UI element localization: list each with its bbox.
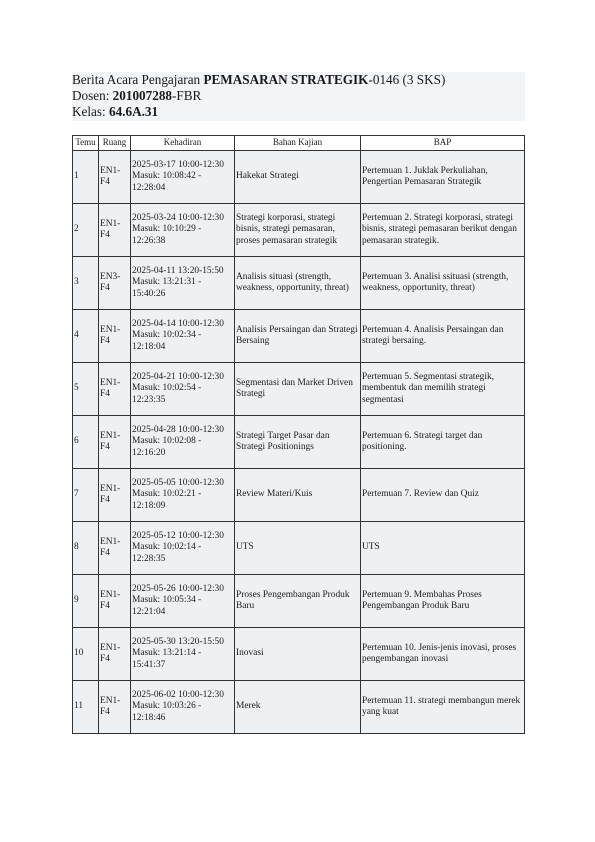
lecturer-label: Dosen: <box>72 88 113 103</box>
class-value: 64.6A.31 <box>109 104 159 119</box>
table-row <box>73 469 525 522</box>
cell-kehadiran <box>131 628 235 681</box>
table-row <box>73 416 525 469</box>
course-code: -0146 (3 SKS) <box>368 72 446 87</box>
cell-ruang: EN1-F4 <box>99 416 131 469</box>
cell-temu: 4 <box>73 310 99 363</box>
checkin-time: Masuk: 13:21:31 - 15:40:26 <box>132 277 202 299</box>
cell-bahan-kajian: Inovasi <box>235 628 361 681</box>
cell-temu: 8 <box>73 522 99 575</box>
cell-ruang: EN1-F4 <box>99 469 131 522</box>
course-name: PEMASARAN STRATEGIK <box>203 72 369 87</box>
cell-bap: Pertemuan 9. Membahas Proses Pengembangan Produk Baru <box>361 575 525 628</box>
schedule-time: 2025-04-14 10:00-12:30 <box>132 319 224 330</box>
cell-temu: 11 <box>73 681 99 734</box>
cell-bap: Pertemuan 1. Juklak Perkuliahan, Pengertian Pemasaran Strategik <box>361 151 525 204</box>
schedule-time: 2025-04-11 13:20-15:50 <box>132 266 224 277</box>
checkin-time: Masuk: 10:02:08 - 12:16:20 <box>132 436 202 458</box>
table-row <box>73 310 525 363</box>
schedule-time: 2025-05-05 10:00-12:30 <box>132 478 224 489</box>
cell-bap: Pertemuan 6. Strategi target dan positioning. <box>361 416 525 469</box>
cell-bahan-kajian: UTS <box>235 522 361 575</box>
header-ruang: Ruang <box>99 136 131 151</box>
cell-ruang: EN1-F4 <box>99 363 131 416</box>
cell-ruang: EN1-F4 <box>99 522 131 575</box>
cell-bahan-kajian: Strategi Target Pasar dan Strategi Positionings <box>235 416 361 469</box>
schedule-time: 2025-05-26 10:00-12:30 <box>132 584 224 595</box>
cell-temu: 5 <box>73 363 99 416</box>
checkin-time: Masuk: 10:02:21 - 12:18:09 <box>132 489 202 511</box>
cell-temu: 1 <box>73 151 99 204</box>
lecturer-line <box>72 88 525 104</box>
cell-kehadiran <box>131 151 235 204</box>
cell-temu: 7 <box>73 469 99 522</box>
checkin-time: Masuk: 10:03:26 - 12:18:46 <box>132 701 202 723</box>
schedule-time: 2025-04-21 10:00-12:30 <box>132 372 224 383</box>
cell-kehadiran <box>131 204 235 257</box>
cell-bap: Pertemuan 7. Review dan Quiz <box>361 469 525 522</box>
table-row <box>73 151 525 204</box>
cell-temu: 10 <box>73 628 99 681</box>
cell-bahan-kajian: Hakekat Strategi <box>235 151 361 204</box>
cell-bap: Pertemuan 11. strategi membangun merek yang kuat <box>361 681 525 734</box>
schedule-time: 2025-05-12 10:00-12:30 <box>132 531 224 542</box>
cell-temu: 9 <box>73 575 99 628</box>
header-bap: BAP <box>361 136 525 151</box>
cell-kehadiran <box>131 575 235 628</box>
checkin-time: Masuk: 10:08:42 - 12:28:04 <box>132 171 202 193</box>
cell-ruang: EN1-F4 <box>99 628 131 681</box>
table-row <box>73 257 525 310</box>
cell-kehadiran <box>131 310 235 363</box>
cell-bap: Pertemuan 2. Strategi korporasi, strategi bisnis, strategi pemasaran berikut dengan pemasaran strategik. <box>361 204 525 257</box>
checkin-time: Masuk: 10:02:14 - 12:28:35 <box>132 542 202 564</box>
table-row <box>73 204 525 257</box>
table-row <box>73 522 525 575</box>
cell-kehadiran <box>131 416 235 469</box>
schedule-time: 2025-04-28 10:00-12:30 <box>132 425 224 436</box>
cell-kehadiran <box>131 257 235 310</box>
class-label: Kelas: <box>72 104 109 119</box>
cell-temu: 3 <box>73 257 99 310</box>
table-row <box>73 363 525 416</box>
schedule-time: 2025-03-17 10:00-12:30 <box>132 160 224 171</box>
attendance-table <box>72 135 525 734</box>
cell-ruang: EN1-F4 <box>99 151 131 204</box>
checkin-time: Masuk: 10:10:29 - 12:26:38 <box>132 224 202 246</box>
header-temu: Temu <box>73 136 99 151</box>
table-row <box>73 575 525 628</box>
class-line <box>72 104 525 120</box>
cell-temu: 2 <box>73 204 99 257</box>
cell-bap: Pertemuan 10. Jenis-jenis inovasi, proses pengembangan inovasi <box>361 628 525 681</box>
cell-kehadiran <box>131 522 235 575</box>
checkin-time: Masuk: 10:05:34 - 12:21:04 <box>132 595 202 617</box>
schedule-time: 2025-06-02 10:00-12:30 <box>132 690 224 701</box>
cell-bahan-kajian: Merek <box>235 681 361 734</box>
cell-ruang: EN1-F4 <box>99 310 131 363</box>
cell-ruang: EN1-F4 <box>99 681 131 734</box>
lecturer-id: 201007288 <box>112 88 173 103</box>
header-kehadiran: Kehadiran <box>131 136 235 151</box>
table-header-row <box>73 136 525 151</box>
cell-kehadiran <box>131 681 235 734</box>
document-header <box>72 72 525 121</box>
lecturer-code: -FBR <box>172 88 202 103</box>
cell-bahan-kajian: Review Materi/Kuis <box>235 469 361 522</box>
cell-ruang: EN1-F4 <box>99 575 131 628</box>
cell-bahan-kajian: Segmentasi dan Market Driven Strategi <box>235 363 361 416</box>
checkin-time: Masuk: 13:21:14 - 15:41:37 <box>132 648 202 670</box>
cell-bahan-kajian: Strategi korporasi, strategi bisnis, strategi pemasaran, proses pemasaran strategik <box>235 204 361 257</box>
checkin-time: Masuk: 10:02:54 - 12:23:35 <box>132 383 202 405</box>
cell-ruang: EN3-F4 <box>99 257 131 310</box>
table-row <box>73 681 525 734</box>
cell-bap: UTS <box>361 522 525 575</box>
checkin-time: Masuk: 10:02:34 - 12:18:04 <box>132 330 202 352</box>
cell-bahan-kajian: Proses Pengembangan Produk Baru <box>235 575 361 628</box>
cell-bap: Pertemuan 5. Segmentasi strategik, membentuk dan memilih strategi segmentasi <box>361 363 525 416</box>
cell-temu: 6 <box>73 416 99 469</box>
title-prefix: Berita Acara Pengajaran <box>72 72 204 87</box>
cell-bap: Pertemuan 4. Analisis Persaingan dan strategi bersaing. <box>361 310 525 363</box>
table-row <box>73 628 525 681</box>
cell-kehadiran <box>131 469 235 522</box>
cell-ruang: EN1-F4 <box>99 204 131 257</box>
schedule-time: 2025-05-30 13:20-15:50 <box>132 637 224 648</box>
cell-bahan-kajian: Analisis situasi (strength, weakness, opportunity, threat) <box>235 257 361 310</box>
title-line <box>72 72 525 88</box>
cell-bap: Pertemuan 3. Analisi ssituasi (strength, weakness, opportunity, threat) <box>361 257 525 310</box>
cell-kehadiran <box>131 363 235 416</box>
cell-bahan-kajian: Analisis Persaingan dan Strategi Bersaing <box>235 310 361 363</box>
header-bahan-kajian: Bahan Kajian <box>235 136 361 151</box>
schedule-time: 2025-03-24 10:00-12:30 <box>132 213 224 224</box>
